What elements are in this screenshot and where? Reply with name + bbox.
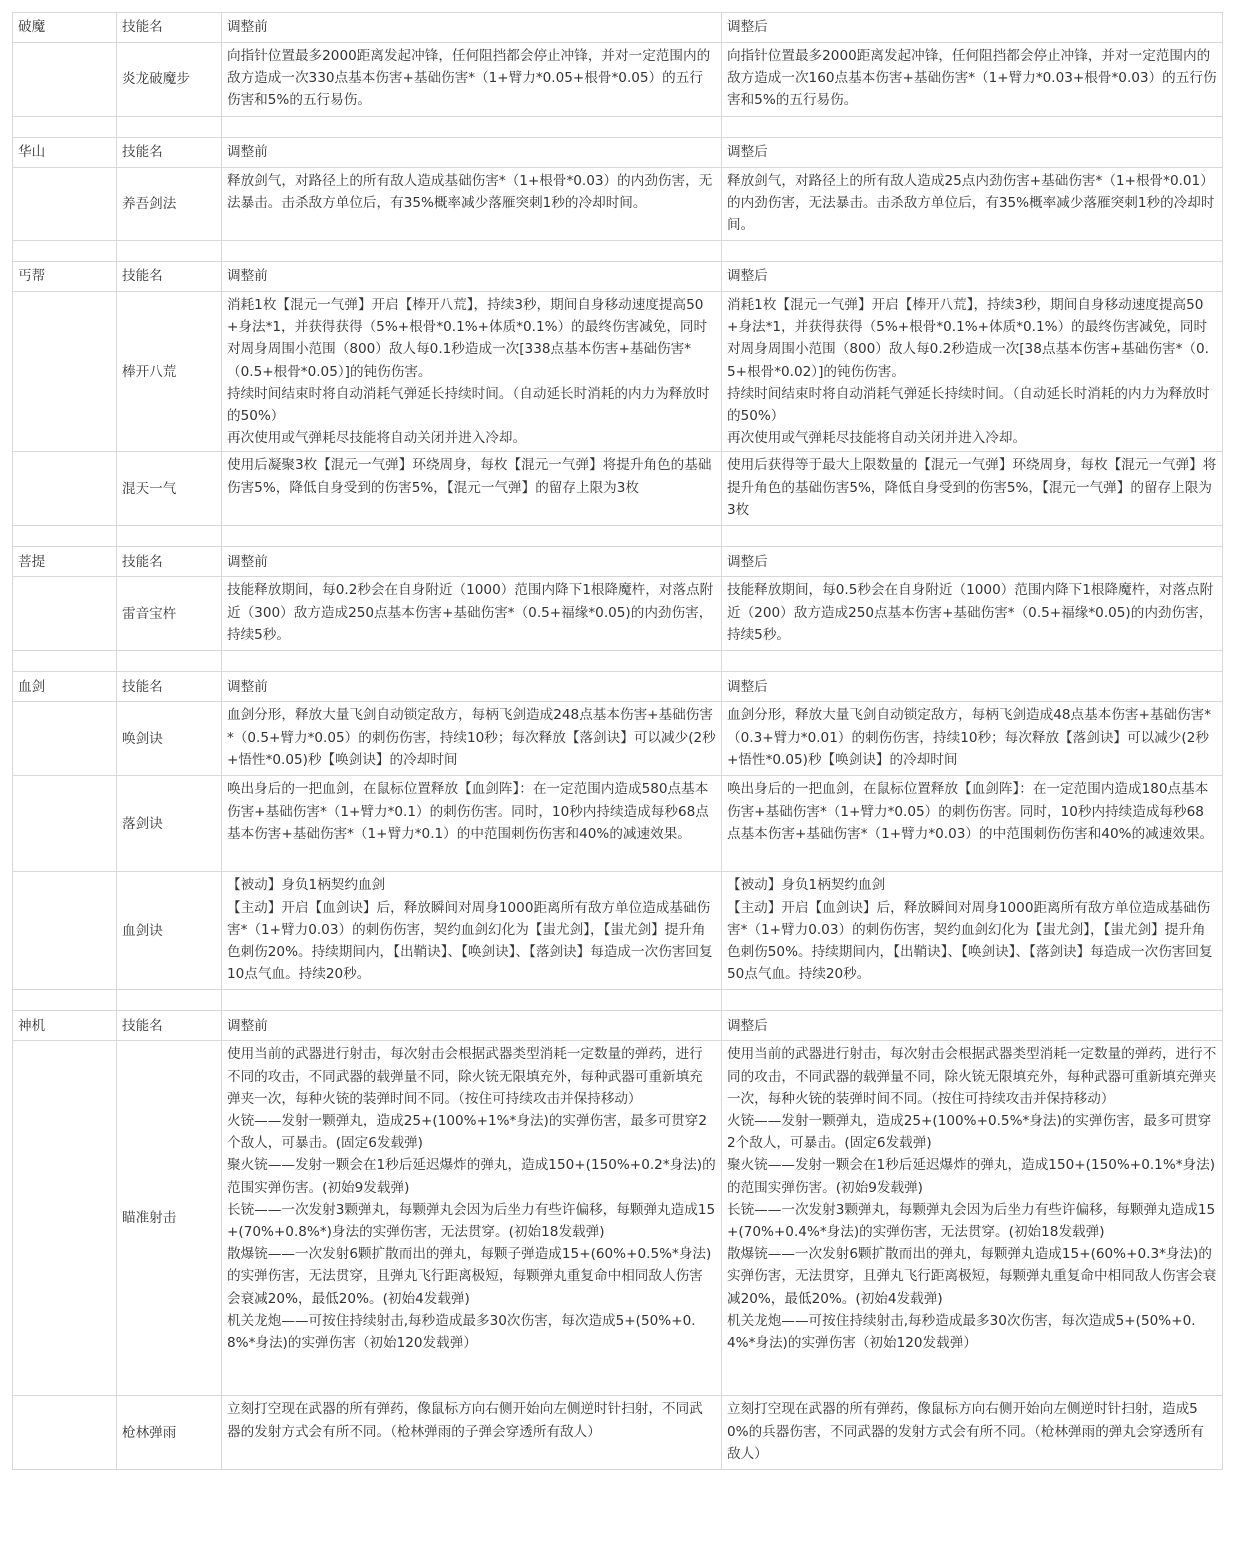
school-cell: [13, 1041, 117, 1396]
before-column-header: 调整前: [222, 13, 722, 43]
school-name: 神机: [13, 1011, 117, 1041]
spacer-cell: [722, 117, 1223, 138]
after-description: 立刻打空现在武器的所有弹药，像鼠标方向右侧开始向左侧逆时针扫射，造成50%的兵器伤害，不同武器的发射方式会有所不同。（枪林弹雨的弹丸会穿透所有敌人）: [722, 1396, 1223, 1470]
after-column-header: 调整后: [722, 672, 1223, 702]
skill-name: 唤剑诀: [117, 702, 222, 776]
skill-row: [13, 872, 1223, 990]
after-description: 使用后获得等于最大上限数量的【混元一气弹】环绕周身，每枚【混元一气弹】将提升角色的基础伤害5%，降低自身受到的伤害5%，【混元一气弹】的留存上限为3枚: [722, 452, 1223, 526]
before-description: 使用当前的武器进行射击，每次射击会根据武器类型消耗一定数量的弹药，进行不同的攻击，不同武器的载弹量不同，除火铳无限填充外，每种武器可重新填充弹夹一次，每种火铳的装弹时间不同。（按住可持续攻击并保持移动） 火铳——发射一颗弹丸，造成25+(100%+1%*身法)的实弹伤害，最多可贯穿2个敌人，可暴击。(固定6发载弹) 聚火铳——发射一颗会在1秒后延迟爆炸的弹丸，造成150+(150%+0.2*身法)的范围实弹伤害。(初始9发载弹) 长铳——一次发射3颗弹丸，每颗弹丸会因为后坐力有些许偏移，每颗弹丸造成15+(70%+0.8%*)身法的实弹伤害，无法贯穿。(初始18发载弹) 散爆铳——一次发射6颗扩散而出的弹丸，每颗子弹造成15+(60%+0.5%*身法)的实弹伤害，无法贯穿，且弹丸飞行距离极短，每颗弹丸重复命中相同敌人伤害会衰减20%，最低20%。(初始4发载弹) 机关龙炮——可按住持续射击,每秒造成最多30次伤害，每次造成5+(50%+0.8%*身法)的实弹伤害（初始120发载弹）: [222, 1041, 722, 1396]
school-cell: [13, 452, 117, 526]
before-column-header: 调整前: [222, 262, 722, 292]
skill-row: [13, 452, 1223, 526]
before-column-header: 调整前: [222, 1011, 722, 1041]
skill-name: 落剑诀: [117, 776, 222, 872]
skill-column-header: 技能名: [117, 262, 222, 292]
after-description: 【被动】身负1柄契约血剑 【主动】开启【血剑诀】后，释放瞬间对周身1000距离所有敌方单位造成基础伤害*（1+臂力0.03）的刺伤伤害，契约血剑幻化为【蚩尤剑】，【蚩尤剑】提升角色刺伤50%。持续期间内，【出鞘诀】、【唤剑诀】、【落剑诀】每造成一次伤害回复50点气血。持续20秒。: [722, 872, 1223, 990]
school-cell: [13, 776, 117, 872]
skill-row: [13, 292, 1223, 452]
before-column-header: 调整前: [222, 672, 722, 702]
skill-column-header: 技能名: [117, 13, 222, 43]
skill-name: 棒开八荒: [117, 292, 222, 452]
school-cell: [13, 1396, 117, 1470]
before-description: 血剑分形，释放大量飞剑自动锁定敌方，每柄飞剑造成248点基本伤害+基础伤害*（0.5+臂力*0.05）的刺伤伤害，持续10秒；每次释放【落剑诀】可以减少(2秒+悟性*0.05)秒【唤剑诀】的冷却时间: [222, 702, 722, 776]
skill-column-header: 技能名: [117, 672, 222, 702]
before-description: 向指针位置最多2000距离发起冲锋，任何阻挡都会停止冲锋，并对一定范围内的敌方造成一次330点基本伤害+基础伤害*（1+臂力*0.05+根骨*0.05）的五行伤害和5%的五行易伤。: [222, 43, 722, 117]
spacer-cell: [222, 526, 722, 547]
patch-notes-container: [12, 12, 1222, 1470]
after-description: 释放剑气，对路径上的所有敌人造成25点内劲伤害+基础伤害*（1+根骨*0.01）的内劲伤害，无法暴击。击杀敌方单位后，有35%概率减少落雁突刺1秒的冷却时间。: [722, 168, 1223, 241]
after-description: 血剑分形，释放大量飞剑自动锁定敌方，每柄飞剑造成48点基本伤害+基础伤害*（0.3+臂力*0.01）的刺伤伤害，持续10秒；每次释放【落剑诀】可以减少(2秒+悟性*0.05)秒【唤剑诀】的冷却时间: [722, 702, 1223, 776]
school-cell: [13, 577, 117, 651]
section-header-row: [13, 672, 1223, 702]
skill-row: [13, 776, 1223, 872]
after-description: 消耗1枚【混元一气弹】开启【棒开八荒】，持续3秒，期间自身移动速度提高50+身法*1，并获得获得（5%+根骨*0.1%+体质*0.1%）的最终伤害减免，同时对周身周围小范围（800）敌人每0.2秒造成一次[38点基本伤害+基础伤害*（0.5+根骨*0.02）]的钝伤伤害。 持续时间结束时将自动消耗气弹延长持续时间。（自动延长时消耗的内力为释放时的50%） 再次使用或气弹耗尽技能将自动关闭并进入冷却。: [722, 292, 1223, 452]
after-description: 技能释放期间，每0.5秒会在自身附近（1000）范围内降下1根降魔杵，对落点附近（200）敌方造成250点基本伤害+基础伤害*（0.5+福缘*0.05)的内劲伤害，持续5秒。: [722, 577, 1223, 651]
skill-column-header: 技能名: [117, 547, 222, 577]
spacer-cell: [13, 526, 117, 547]
before-description: 消耗1枚【混元一气弹】开启【棒开八荒】，持续3秒，期间自身移动速度提高50+身法*1，并获得获得（5%+根骨*0.1%+体质*0.1%）的最终伤害减免，同时对周身周围小范围（800）敌人每0.1秒造成一次[338点基本伤害+基础伤害*（0.5+根骨*0.05）]的钝伤伤害。 持续时间结束时将自动消耗气弹延长持续时间。（自动延长时消耗的内力为释放时的50%） 再次使用或气弹耗尽技能将自动关闭并进入冷却。: [222, 292, 722, 452]
spacer-cell: [13, 117, 117, 138]
skill-row: [13, 1396, 1223, 1470]
school-cell: [13, 43, 117, 117]
skill-name: 血剑诀: [117, 872, 222, 990]
after-description: 唤出身后的一把血剑，在鼠标位置释放【血剑阵】：在一定范围内造成180点基本伤害+基础伤害*（1+臂力*0.05）的刺伤伤害。同时，10秒内持续造成每秒68点基本伤害+基础伤害*（1+臂力*0.03）的中范围刺伤伤害和40%的减速效果。: [722, 776, 1223, 872]
spacer-cell: [13, 651, 117, 672]
spacer-cell: [222, 990, 722, 1011]
spacer-cell: [722, 241, 1223, 262]
skill-name: 养吾剑法: [117, 168, 222, 241]
skill-name: 瞄准射击: [117, 1041, 222, 1396]
after-description: 向指针位置最多2000距离发起冲锋，任何阻挡都会停止冲锋，并对一定范围内的敌方造成一次160点基本伤害+基础伤害*（1+臂力*0.03+根骨*0.03）的五行伤害和5%的五行易伤。: [722, 43, 1223, 117]
spacer-cell: [13, 990, 117, 1011]
before-description: 技能释放期间，每0.2秒会在自身附近（1000）范围内降下1根降魔杵，对落点附近（300）敌方造成250点基本伤害+基础伤害*（0.5+福缘*0.05)的内劲伤害，持续5秒。: [222, 577, 722, 651]
spacer-cell: [117, 651, 222, 672]
school-cell: [13, 702, 117, 776]
after-description: 使用当前的武器进行射击，每次射击会根据武器类型消耗一定数量的弹药，进行不同的攻击，不同武器的载弹量不同，除火铳无限填充外，每种武器可重新填充弹夹一次，每种火铳的装弹时间不同。（按住可持续攻击并保持移动） 火铳——发射一颗弹丸，造成25+(100%+0.5%*身法)的实弹伤害，最多可贯穿2个敌人，可暴击。(固定6发载弹) 聚火铳——发射一颗会在1秒后延迟爆炸的弹丸，造成150+(150%+0.1%*身法)的范围实弹伤害。(初始9发载弹) 长铳——一次发射3颗弹丸，每颗弹丸会因为后坐力有些许偏移，每颗弹丸造成15+(70%+0.4%*身法)的实弹伤害，无法贯穿。(初始18发载弹) 散爆铳——一次发射6颗扩散而出的弹丸，每颗弹丸造成15+(60%+0.3*身法)的实弹伤害，无法贯穿，且弹丸飞行距离极短，每颗弹丸重复命中相同敌人伤害会衰减20%，最低20%。(初始4发载弹) 机关龙炮——可按住持续射击,每秒造成最多30次伤害，每次造成5+(50%+0.4%*身法)的实弹伤害（初始120发载弹）: [722, 1041, 1223, 1396]
school-cell: [13, 292, 117, 452]
skill-name: 混天一气: [117, 452, 222, 526]
spacer-cell: [722, 526, 1223, 547]
before-column-header: 调整前: [222, 547, 722, 577]
school-name: 破魔: [13, 13, 117, 43]
spacer-cell: [722, 990, 1223, 1011]
spacer-cell: [722, 651, 1223, 672]
spacer-cell: [117, 526, 222, 547]
spacer-cell: [117, 990, 222, 1011]
spacer-row: [13, 990, 1223, 1011]
school-cell: [13, 872, 117, 990]
school-name: 丐帮: [13, 262, 117, 292]
section-header-row: [13, 13, 1223, 43]
skill-changes-body: [13, 13, 1223, 1470]
school-name: 菩提: [13, 547, 117, 577]
skill-row: [13, 1041, 1223, 1396]
skill-row: [13, 168, 1223, 241]
skill-name: 枪林弹雨: [117, 1396, 222, 1470]
before-description: 【被动】身负1柄契约血剑 【主动】开启【血剑诀】后，释放瞬间对周身1000距离所有敌方单位造成基础伤害*（1+臂力0.03）的刺伤伤害，契约血剑幻化为【蚩尤剑】，【蚩尤剑】提升角色刺伤20%。持续期间内，【出鞘诀】、【唤剑诀】、【落剑诀】每造成一次伤害回复10点气血。持续20秒。: [222, 872, 722, 990]
school-name: 华山: [13, 138, 117, 168]
spacer-row: [13, 241, 1223, 262]
spacer-cell: [13, 241, 117, 262]
spacer-cell: [117, 241, 222, 262]
section-header-row: [13, 547, 1223, 577]
skill-row: [13, 577, 1223, 651]
spacer-row: [13, 526, 1223, 547]
skill-name: 炎龙破魔步: [117, 43, 222, 117]
after-column-header: 调整后: [722, 138, 1223, 168]
section-header-row: [13, 1011, 1223, 1041]
skill-column-header: 技能名: [117, 138, 222, 168]
spacer-cell: [222, 117, 722, 138]
after-column-header: 调整后: [722, 547, 1223, 577]
spacer-row: [13, 117, 1223, 138]
after-column-header: 调整后: [722, 262, 1223, 292]
after-column-header: 调整后: [722, 1011, 1223, 1041]
before-description: 唤出身后的一把血剑，在鼠标位置释放【血剑阵】：在一定范围内造成580点基本伤害+基础伤害*（1+臂力*0.1）的刺伤伤害。同时，10秒内持续造成每秒68点基本伤害+基础伤害*（1+臂力*0.1）的中范围刺伤伤害和40%的减速效果。: [222, 776, 722, 872]
before-column-header: 调整前: [222, 138, 722, 168]
after-column-header: 调整后: [722, 13, 1223, 43]
spacer-cell: [222, 651, 722, 672]
before-description: 释放剑气，对路径上的所有敌人造成基础伤害*（1+根骨*0.03）的内劲伤害，无法暴击。击杀敌方单位后，有35%概率减少落雁突刺1秒的冷却时间。: [222, 168, 722, 241]
section-header-row: [13, 262, 1223, 292]
skill-name: 雷音宝杵: [117, 577, 222, 651]
school-cell: [13, 168, 117, 241]
skill-column-header: 技能名: [117, 1011, 222, 1041]
section-header-row: [13, 138, 1223, 168]
spacer-row: [13, 651, 1223, 672]
before-description: 立刻打空现在武器的所有弹药，像鼠标方向右侧开始向左侧逆时针扫射，不同武器的发射方式会有所不同。（枪林弹雨的子弹会穿透所有敌人）: [222, 1396, 722, 1470]
before-description: 使用后凝聚3枚【混元一气弹】环绕周身，每枚【混元一气弹】将提升角色的基础伤害5%，降低自身受到的伤害5%，【混元一气弹】的留存上限为3枚: [222, 452, 722, 526]
skill-changes-table: [12, 12, 1223, 1470]
skill-row: [13, 43, 1223, 117]
skill-row: [13, 702, 1223, 776]
school-name: 血剑: [13, 672, 117, 702]
spacer-cell: [117, 117, 222, 138]
spacer-cell: [222, 241, 722, 262]
